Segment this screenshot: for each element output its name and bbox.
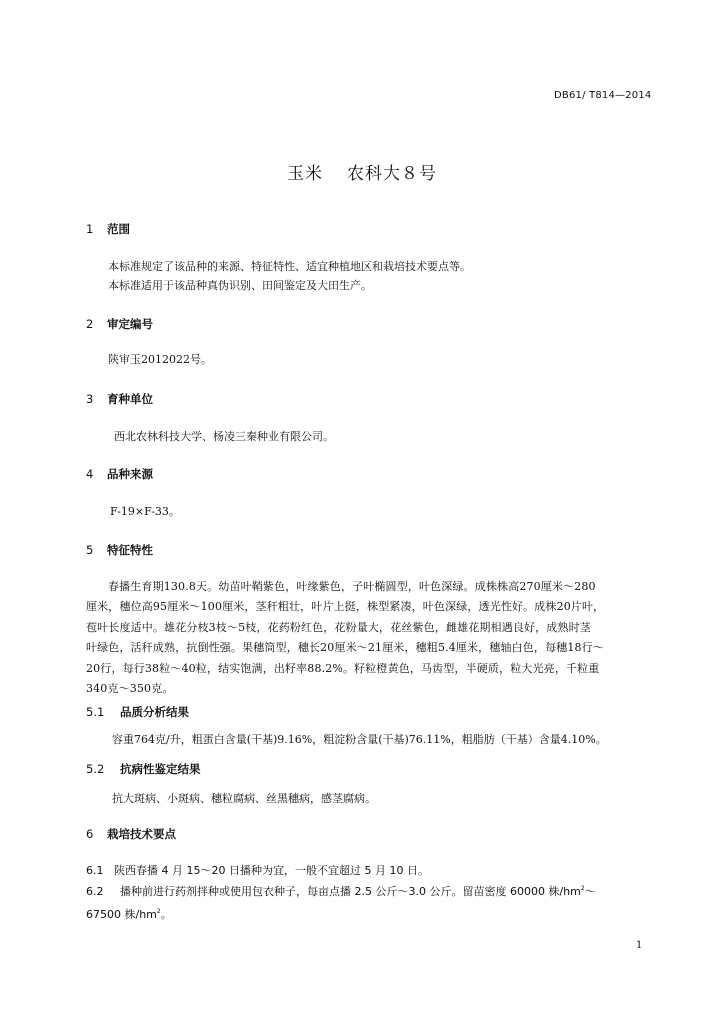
section-number: 6 (86, 827, 94, 841)
characteristics-line: 苞叶长度适中。雄花分枝3枝～5枝，花药粉红色，花粉量大，花丝紫色，雌雄花期相遇良好，成熟时茎 (86, 620, 591, 634)
section-number: 4 (86, 467, 94, 481)
characteristics-paragraph (86, 577, 660, 699)
section-number: 1 (86, 222, 94, 236)
section-title: 特征特性 (107, 543, 153, 557)
section-heading-breeding-unit (86, 391, 153, 407)
item-text: 播种前进行药剂拌种或使用包衣种子，每亩点播 2.5 公斤～3.0 公斤。留苗密度 60000 株/hm (120, 885, 581, 898)
standard-code: DB61/ T814—2014 (554, 90, 652, 101)
scope-paragraph-2: 本标准适用于该品种真伪识别、田间鉴定及大田生产。 (108, 279, 372, 292)
section-heading-scope (86, 221, 130, 237)
cultivation-item-6-1 (86, 862, 429, 878)
variety-source-text: F-19×F-33。 (110, 505, 180, 518)
disease-resistance-text: 抗大斑病、小斑病、穗粒腐病、丝黑穗病，感茎腐病。 (112, 792, 376, 805)
item-text: ～ (584, 885, 596, 898)
item-text: 陕西春播 4 月 15～20 日播种为宜，一般不宜超过 5 月 10 日。 (114, 864, 429, 877)
characteristics-line: 春播生育期130.8天。幼苗叶鞘紫色，叶缘紫色，子叶椭圆型，叶色深绿。成株株高270厘米～280 (108, 580, 596, 593)
section-number: 3 (86, 392, 94, 406)
item-number: 6.2 (86, 885, 104, 898)
section-heading-cultivation (86, 826, 176, 842)
characteristics-line: 厘米，穗位高95厘米～100厘米，茎秆粗壮，叶片上挺，株型紧凑，叶色深绿，透光性好。成株20片叶， (86, 600, 605, 614)
section-heading-variety-source (86, 466, 153, 482)
subsection-number: 5.2 (86, 762, 105, 776)
section-title: 育种单位 (107, 392, 153, 406)
title-crop: 玉米 (287, 164, 323, 184)
characteristics-line: 340克～350克。 (86, 682, 174, 696)
page-number: 1 (636, 940, 643, 951)
section-title: 品种来源 (107, 467, 153, 481)
approval-number-text: 陕审玉2012022号。 (108, 353, 212, 366)
cultivation-item-6-2 (86, 883, 596, 899)
title-variety: 农科大８号 (347, 164, 437, 184)
subsection-heading-quality (86, 704, 189, 720)
subsection-title: 品质分析结果 (120, 705, 189, 719)
cultivation-item-6-2-continued (86, 906, 172, 922)
section-heading-characteristics (86, 542, 153, 558)
section-number: 5 (86, 543, 94, 557)
page-title (0, 159, 724, 184)
subsection-heading-disease-resistance (86, 761, 201, 777)
section-number: 2 (86, 317, 94, 331)
characteristics-line: 叶绿色，活秆成熟，抗倒性强。果穗筒型，穗长20厘米～21厘米，穗粗5.4厘米，穗轴白色，每穗18行～ (86, 641, 604, 655)
superscript: 2 (156, 908, 161, 915)
scope-paragraph-1: 本标准规定了该品种的来源、特征特性、适宜种植地区和栽培技术要点等。 (108, 260, 471, 273)
section-title: 范围 (107, 222, 130, 236)
subsection-number: 5.1 (86, 705, 105, 719)
item-number: 6.1 (86, 864, 104, 877)
section-title: 栽培技术要点 (107, 827, 176, 841)
characteristics-line: 20行，每行38粒～40粒，结实饱满，出籽率88.2%。籽粒橙黄色，马齿型，半硬质，粒大光亮，千粒重 (86, 661, 600, 675)
section-heading-approval-number (86, 316, 153, 332)
item-text: 。 (160, 908, 172, 921)
superscript: 2 (580, 885, 585, 892)
breeding-unit-text: 西北农林科技大学、杨凌三秦种业有限公司。 (114, 430, 334, 443)
subsection-title: 抗病性鉴定结果 (120, 762, 201, 776)
quality-analysis-text: 容重764克/升，粗蛋白含量(干基)9.16%，粗淀粉含量(干基)76.11%，粗脂肪（干基）含量4.10%。 (112, 733, 607, 746)
item-text: 67500 株/hm (86, 908, 157, 921)
section-title: 审定编号 (107, 317, 153, 331)
